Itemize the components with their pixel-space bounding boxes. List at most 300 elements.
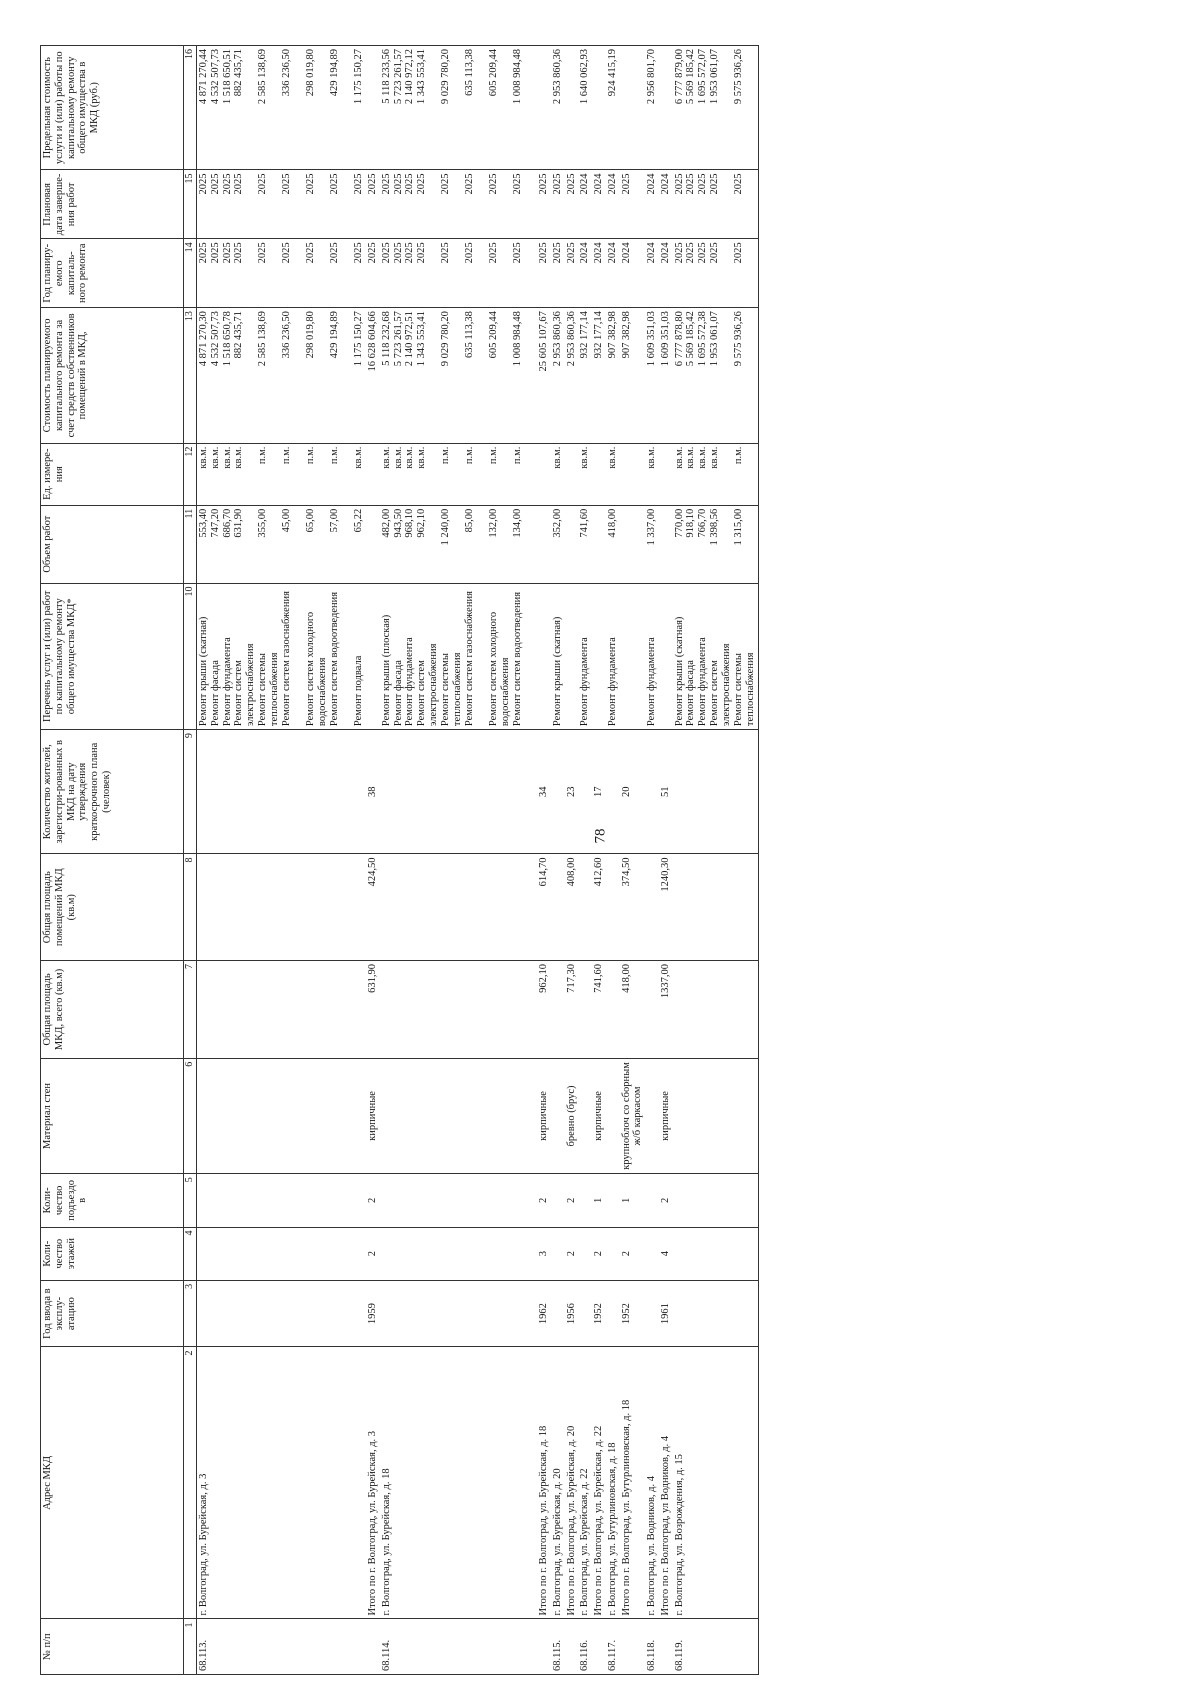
wall-material: кирпичные [537, 1058, 551, 1173]
work-volume: 1 398,56 [708, 508, 720, 546]
work-name-cell [537, 583, 551, 730]
total-row [565, 46, 579, 1675]
work-cost: 605 209,44 [488, 311, 499, 359]
work-name: Ремонт системы теплоснабжения [440, 652, 463, 727]
total-row [620, 46, 646, 1675]
work-unit: кв.м. [685, 446, 697, 469]
work-max-cost: 1 640 062,93 [579, 49, 591, 105]
premises-area: 1240,30 [659, 854, 673, 961]
floors [606, 1227, 620, 1280]
total-cost: 907 382,98 [620, 311, 632, 359]
work-max-cost-cell [537, 46, 551, 170]
work-unit: п.м. [440, 446, 451, 465]
work-max-cost: 2 953 860,36 [551, 49, 563, 105]
work-year-cell [197, 239, 367, 308]
work-name: Ремонт крыши (скатная) [198, 616, 209, 727]
commission-year: 1959 [366, 1280, 380, 1347]
work-unit: кв.м. [392, 446, 404, 469]
work-unit: п.м. [257, 446, 269, 465]
work-deadline-cell [620, 170, 646, 239]
work-cost: 298 019,80 [305, 311, 317, 359]
work-max-cost-cell [606, 46, 620, 170]
column-header-16: Предельная стоимость услуги и (или) работы по капитальному ремонту общего имущества в МКД (руб.) [41, 46, 184, 170]
work-max-cost: 2 585 138,69 [257, 49, 269, 105]
column-header-7: Общая площадь МКД, всего (кв.м) [41, 961, 184, 1059]
address: г. Волгоград, ул. Водников, д. 4 [645, 1347, 659, 1619]
work-cost: 882 435,71 [233, 311, 245, 359]
work-unit-cell [645, 443, 659, 505]
entrances [551, 1174, 565, 1227]
column-header-9: Количество жителей, зарегистри-рованных в МКД на дату утверждения краткосрочного плана (человек) [41, 730, 184, 854]
work-name: Ремонт фундамента [646, 637, 657, 727]
work-year: 2025 [551, 242, 563, 264]
work-cost: 2 953 860,36 [551, 311, 563, 367]
residents-count [197, 730, 367, 854]
work-max-cost-cell [673, 46, 759, 170]
work-deadline: 2025 [708, 173, 720, 195]
work-volume-cell [197, 505, 367, 583]
total-area [645, 961, 659, 1059]
work-name: Ремонт фундамента [404, 637, 416, 727]
work-volume: 1 315,00 [732, 508, 744, 546]
work-deadline: 2024 [606, 173, 618, 195]
work-volume-cell [659, 505, 673, 583]
entrances [578, 1174, 592, 1227]
work-name: Ремонт систем электроснабжения [708, 643, 732, 727]
total-d: 2025 [538, 173, 549, 195]
work-unit: п.м. [281, 446, 293, 465]
total-y: 2025 [367, 242, 378, 264]
floors: 3 [537, 1227, 551, 1280]
column-number-14: 14 [184, 239, 197, 308]
work-deadline-cell [606, 170, 620, 239]
work-deadline: 2025 [404, 173, 416, 195]
total-y: 2025 [565, 242, 577, 264]
work-deadline-cell [592, 170, 606, 239]
work-cost-cell [565, 308, 579, 443]
work-year-cell [551, 239, 565, 308]
work-name: Ремонт фасада [685, 660, 697, 727]
floors [578, 1227, 592, 1280]
work-max-cost-cell [551, 46, 565, 170]
work-unit: кв.м. [646, 446, 657, 469]
row-number: 68.119. [673, 1619, 759, 1675]
work-volume-cell [606, 505, 620, 583]
wall-material [606, 1058, 620, 1173]
column-number-7: 7 [184, 961, 197, 1059]
work-volume: 962,10 [416, 508, 427, 538]
column-header-11: Объем работ [41, 505, 184, 583]
work-name-cell [197, 583, 367, 730]
row-number: 68.115. [551, 1619, 565, 1675]
entrances: 2 [366, 1174, 380, 1227]
total-area: 418,00 [620, 961, 646, 1059]
work-year: 2025 [685, 242, 697, 264]
work-cost: 1 008 984,48 [512, 311, 523, 367]
work-year: 2025 [281, 242, 293, 264]
work-name-cell [645, 583, 659, 730]
total-row [537, 46, 551, 1675]
work-cost: 4 871 270,30 [198, 311, 209, 367]
work-volume: 747,20 [209, 508, 221, 538]
premises-area: 408,00 [565, 854, 579, 961]
work-max-cost-cell [366, 46, 380, 170]
entrances: 1 [620, 1174, 646, 1227]
work-name: Ремонт фундамента [606, 637, 618, 727]
work-max-cost: 9 575 936,26 [732, 49, 744, 105]
work-deadline: 2025 [281, 173, 293, 195]
column-number-3: 3 [184, 1280, 197, 1347]
work-year: 2025 [416, 242, 427, 264]
row-number: 68.116. [578, 1619, 592, 1675]
commission-year: 1961 [659, 1280, 673, 1347]
work-unit-cell [620, 443, 646, 505]
column-header-1: № п/п [41, 1619, 184, 1675]
total-y: 2025 [538, 242, 549, 264]
work-name-cell [606, 583, 620, 730]
column-number-1: 1 [184, 1619, 197, 1675]
work-max-cost: 429 194,89 [329, 49, 341, 97]
work-unit: кв.м. [221, 446, 233, 469]
residents-count [673, 730, 759, 854]
work-cost: 1 518 650,78 [221, 311, 233, 367]
residents-count [578, 730, 592, 854]
work-name: Ремонт систем холодного водоснабжения [305, 611, 328, 727]
commission-year: 1962 [537, 1280, 551, 1347]
column-header-15: Плановая дата заверше-ния работ [41, 170, 184, 239]
work-year: 2025 [464, 242, 475, 264]
wall-material [551, 1058, 565, 1173]
work-cost: 1 953 061,07 [708, 311, 720, 367]
page-number: 78 [592, 828, 609, 844]
work-deadline: 2024 [646, 173, 657, 195]
work-volume: 1 337,00 [646, 508, 657, 546]
total-area: 962,10 [537, 961, 551, 1059]
row-number: 68.113. [197, 1619, 367, 1675]
address: г. Волгоград, ул. Бурейская, д. 18 [380, 1347, 537, 1619]
work-unit: кв.м. [579, 446, 591, 469]
total-row [659, 46, 673, 1675]
work-volume: 770,00 [673, 508, 685, 538]
work-cost: 1 695 572,38 [697, 311, 708, 367]
total-y: 2024 [659, 242, 671, 264]
work-volume-cell [578, 505, 592, 583]
work-max-cost: 336 236,50 [281, 49, 293, 97]
wall-material [673, 1058, 759, 1173]
commission-year: 1952 [592, 1280, 606, 1347]
total-area [578, 961, 592, 1059]
work-volume: 968,10 [404, 508, 416, 538]
work-volume: 132,00 [488, 508, 499, 538]
work-deadline: 2025 [697, 173, 708, 195]
work-unit: кв.м. [380, 446, 392, 469]
work-deadline-cell [645, 170, 659, 239]
work-cost-cell [537, 308, 551, 443]
work-name: Ремонт систем водоотведения [329, 591, 341, 727]
work-cost-cell [606, 308, 620, 443]
total-area: 741,60 [592, 961, 606, 1059]
total-area: 1337,00 [659, 961, 673, 1059]
work-unit: кв.м. [353, 446, 365, 469]
work-year: 2025 [233, 242, 245, 264]
work-unit-cell [380, 443, 537, 505]
work-name: Ремонт фундамента [697, 637, 708, 727]
work-max-cost: 5 569 185,42 [685, 49, 697, 105]
work-volume: 65,00 [305, 508, 317, 533]
work-deadline: 2025 [329, 173, 341, 195]
work-unit: кв.м. [673, 446, 685, 469]
commission-year [380, 1280, 537, 1347]
work-year: 2025 [708, 242, 720, 264]
entrances: 2 [659, 1174, 673, 1227]
work-year: 2025 [305, 242, 317, 264]
work-volume-cell [565, 505, 579, 583]
work-volume-cell [645, 505, 659, 583]
work-volume: 355,00 [257, 508, 269, 538]
work-cost: 1 343 553,41 [416, 311, 427, 367]
work-cost-cell [578, 308, 592, 443]
commission-year [673, 1280, 759, 1347]
work-name: Ремонт фундамента [221, 637, 233, 727]
work-year-cell [366, 239, 380, 308]
work-unit-cell [537, 443, 551, 505]
work-max-cost: 4 871 270,44 [198, 49, 209, 105]
work-cost: 907 382,98 [606, 311, 618, 359]
total-d: 2024 [659, 173, 671, 195]
entrances [673, 1174, 759, 1227]
work-name: Ремонт крыши (плоская) [380, 614, 392, 727]
floors: 2 [366, 1227, 380, 1280]
work-name: Ремонт систем газоснабжения [281, 591, 293, 727]
premises-area [551, 854, 565, 961]
work-max-cost-cell [565, 46, 579, 170]
work-year: 2025 [209, 242, 221, 264]
work-name-cell [551, 583, 565, 730]
work-max-cost: 2 140 972,12 [404, 49, 416, 105]
work-unit-cell [659, 443, 673, 505]
total-d: 2025 [620, 173, 632, 195]
total-d: 2025 [367, 173, 378, 195]
work-volume: 45,00 [281, 508, 293, 533]
address-row [606, 46, 620, 1675]
work-max-cost: 1 343 553,41 [416, 49, 427, 105]
commission-year [645, 1280, 659, 1347]
work-unit: кв.м. [697, 446, 708, 469]
address: Итого по г. Волгоград, ул. Бурейская, д. 18 [537, 1347, 551, 1619]
work-deadline: 2025 [488, 173, 499, 195]
column-header-14: Год планиру-емого капиталь-ного ремонта [41, 239, 184, 308]
address: Итого по г. Волгоград, ул. Бутурлиновская, д. 18 [620, 1347, 646, 1619]
work-year: 2024 [646, 242, 657, 264]
work-deadline-cell [366, 170, 380, 239]
work-year: 2025 [198, 242, 209, 264]
address: г. Волгоград, ул. Бурейская, д. 22 [578, 1347, 592, 1619]
work-deadline-cell [659, 170, 673, 239]
work-year-cell [592, 239, 606, 308]
work-volume-cell [380, 505, 537, 583]
work-volume-cell [592, 505, 606, 583]
work-deadline-cell [537, 170, 551, 239]
work-name-cell [366, 583, 380, 730]
entrances: 2 [565, 1174, 579, 1227]
residents-count [606, 730, 620, 854]
row-number: 68.114. [380, 1619, 537, 1675]
work-volume: 553,40 [198, 508, 209, 538]
work-max-cost: 6 777 879,00 [673, 49, 685, 105]
commission-year [551, 1280, 565, 1347]
total-area [673, 961, 759, 1059]
work-unit: п.м. [329, 446, 341, 465]
work-max-cost: 4 532 507,73 [209, 49, 221, 105]
work-max-cost-cell [645, 46, 659, 170]
total-row [366, 46, 380, 1675]
commission-year: 1956 [565, 1280, 579, 1347]
premises-area: 614,70 [537, 854, 551, 961]
total-cost: 25 605 107,67 [538, 311, 549, 372]
wall-material [578, 1058, 592, 1173]
work-unit: п.м. [512, 446, 523, 465]
work-unit-cell [366, 443, 380, 505]
work-year: 2025 [392, 242, 404, 264]
total-y: 2024 [593, 242, 604, 264]
work-year: 2025 [512, 242, 523, 264]
work-volume: 418,00 [606, 508, 618, 538]
work-volume: 482,00 [380, 508, 392, 538]
work-volume: 65,22 [353, 508, 365, 533]
work-year: 2024 [579, 242, 591, 264]
column-number-6: 6 [184, 1058, 197, 1173]
work-max-cost-cell [380, 46, 537, 170]
column-header-13: Стоимость планируемого капитального ремонта за счет средств собственников помещений в МКД, [41, 308, 184, 443]
work-deadline: 2025 [673, 173, 685, 195]
premises-area [197, 854, 367, 961]
row-number [537, 1619, 551, 1675]
work-cost: 6 777 878,80 [673, 311, 685, 367]
work-year: 2025 [488, 242, 499, 264]
work-deadline: 2025 [392, 173, 404, 195]
work-unit-cell [673, 443, 759, 505]
work-max-cost: 924 415,19 [606, 49, 618, 97]
residents-count [551, 730, 565, 854]
column-number-5: 5 [184, 1174, 197, 1227]
work-deadline: 2025 [416, 173, 427, 195]
work-year-cell [537, 239, 551, 308]
work-name: Ремонт крыши (скатная) [551, 616, 563, 727]
work-year: 2025 [380, 242, 392, 264]
work-max-cost: 5 723 261,57 [392, 49, 404, 105]
total-area: 631,90 [366, 961, 380, 1059]
capital-repair-table [40, 45, 759, 1675]
work-year: 2025 [257, 242, 269, 264]
work-max-cost: 5 118 233,56 [380, 49, 392, 104]
total-area [197, 961, 367, 1059]
column-number-9: 9 [184, 730, 197, 854]
work-name: Ремонт систем электроснабжения [416, 643, 439, 727]
work-unit: п.м. [488, 446, 499, 465]
total-d: 2024 [593, 173, 604, 195]
column-header-3: Год ввода в эксплу-атацию [41, 1280, 184, 1347]
work-max-cost: 2 956 801,70 [646, 49, 657, 105]
work-max-cost-cell [578, 46, 592, 170]
work-volume-cell [537, 505, 551, 583]
work-cost: 4 532 507,73 [209, 311, 221, 367]
table-body [197, 46, 759, 1675]
floors: 2 [592, 1227, 606, 1280]
work-cost: 932 177,14 [579, 311, 591, 359]
total-y: 2024 [620, 242, 632, 264]
work-cost-cell [380, 308, 537, 443]
wall-material: бревно (брус) [565, 1058, 579, 1173]
work-volume: 85,00 [464, 508, 475, 533]
work-name-cell [673, 583, 759, 730]
premises-area [380, 854, 537, 961]
residents-count: 23 [565, 730, 579, 854]
premises-area [673, 854, 759, 961]
work-deadline: 2025 [440, 173, 451, 195]
work-max-cost: 635 113,38 [464, 49, 475, 96]
work-cost: 635 113,38 [464, 311, 475, 359]
work-volume-cell [620, 505, 646, 583]
work-name: Ремонт системы теплоснабжения [732, 652, 756, 727]
work-volume-cell [551, 505, 565, 583]
work-deadline-cell [380, 170, 537, 239]
work-unit-cell [565, 443, 579, 505]
wall-material: кирпичные [659, 1058, 673, 1173]
work-name-cell [380, 583, 537, 730]
address-row [578, 46, 592, 1675]
work-cost: 9 029 780,20 [440, 311, 451, 367]
row-number [659, 1619, 673, 1675]
column-header-2: Адрес МКД [41, 1347, 184, 1619]
column-number-13: 13 [184, 308, 197, 443]
work-name: Ремонт фасада [209, 660, 221, 727]
premises-area: 424,50 [366, 854, 380, 961]
work-deadline: 2025 [305, 173, 317, 195]
work-unit: кв.м. [708, 446, 720, 469]
total-area [380, 961, 537, 1059]
work-deadline: 2025 [464, 173, 475, 195]
floors [380, 1227, 537, 1280]
work-unit-cell [197, 443, 367, 505]
work-max-cost: 298 019,80 [305, 49, 317, 97]
work-unit: кв.м. [606, 446, 618, 469]
residents-count: 20 [620, 730, 646, 854]
work-cost: 5 569 185,42 [685, 311, 697, 367]
work-max-cost: 605 209,44 [488, 49, 499, 97]
work-unit: кв.м. [416, 446, 427, 469]
work-cost-cell [673, 308, 759, 443]
entrances: 1 [592, 1174, 606, 1227]
work-name: Ремонт системы теплоснабжения [257, 652, 280, 727]
work-unit: кв.м. [404, 446, 416, 469]
work-max-cost: 1 695 572,07 [697, 49, 708, 105]
wall-material [380, 1058, 537, 1173]
floors [551, 1227, 565, 1280]
total-cost: 16 628 604,66 [367, 311, 378, 372]
work-cost-cell [197, 308, 367, 443]
address: Итого по г. Волгоград, ул. Бурейская, д. 22 [592, 1347, 606, 1619]
commission-year [606, 1280, 620, 1347]
work-cost: 1 609 351,03 [646, 311, 657, 367]
work-name-cell [620, 583, 646, 730]
work-cost: 2 140 972,51 [404, 311, 416, 367]
work-deadline: 2025 [353, 173, 365, 195]
commission-year [197, 1280, 367, 1347]
work-deadline: 2025 [221, 173, 233, 195]
work-deadline-cell [673, 170, 759, 239]
commission-year [578, 1280, 592, 1347]
total-cost: 1 609 351,03 [659, 311, 671, 367]
